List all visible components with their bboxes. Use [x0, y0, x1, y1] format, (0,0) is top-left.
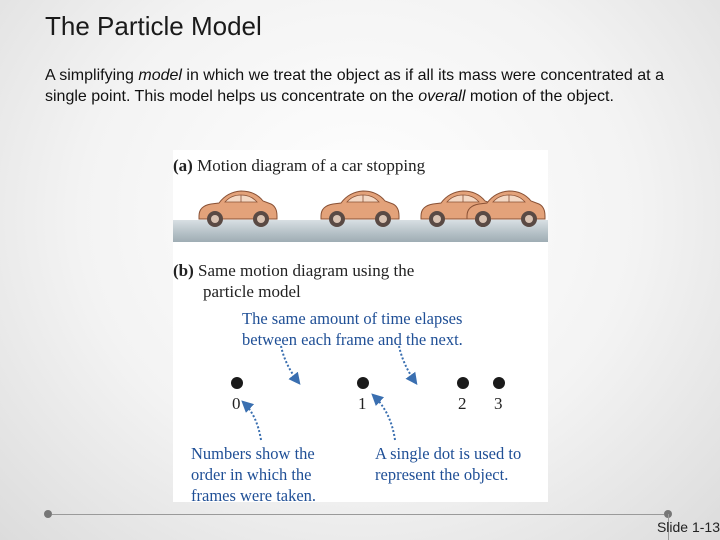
arrow-numbers	[243, 402, 261, 440]
caption-b-label: (b)	[173, 261, 194, 280]
arrow-time-elapse-1	[281, 346, 299, 383]
caption-b	[173, 260, 414, 302]
arrow-single-dot	[373, 395, 395, 440]
footer-divider	[52, 514, 664, 515]
body-emphasis-overall: overall	[418, 87, 466, 105]
body-text-3: motion of the object.	[465, 87, 614, 105]
annotation-single-dot	[375, 443, 521, 485]
annotation-numbers-line1: Numbers show the	[191, 444, 315, 463]
particle-dot-1	[357, 377, 369, 389]
frame-number-1: 1	[358, 394, 367, 413]
annotation-time-line2: between each frame and the next.	[242, 330, 463, 349]
particle-dot-2	[457, 377, 469, 389]
car-frame-1	[321, 191, 399, 227]
motion-diagram-figure	[173, 150, 548, 505]
frame-number-0: 0	[232, 394, 241, 413]
arrow-time-elapse-2	[399, 346, 416, 383]
frame-number-2: 2	[458, 394, 467, 413]
slide-number: Slide 1-13	[656, 519, 720, 535]
annotation-numbers-line3: frames were taken.	[191, 486, 317, 505]
car-frame-0	[199, 191, 277, 227]
footer-bullet-left	[44, 510, 52, 518]
caption-a-text: Motion diagram of a car stopping	[197, 156, 426, 175]
body-text-2: in which we treat the object as if all its mass were concentrated at a single point. This model helps us concentrate on the	[45, 67, 664, 105]
body-emphasis-model: model	[138, 67, 182, 84]
annotation-dot-line2: represent the object.	[375, 465, 509, 484]
annotation-numbers-line2: order in which the	[191, 465, 312, 484]
body-paragraph	[45, 66, 695, 107]
annotation-dot-line1: A single dot is used to	[375, 444, 522, 463]
caption-a-label: (a)	[173, 156, 193, 175]
annotation-time-elapse	[242, 308, 463, 350]
slide-title: The Particle Model	[45, 11, 262, 41]
annotation-time-line1: The same amount of time elapses	[242, 309, 463, 328]
caption-b-line1: Same motion diagram using the	[198, 261, 415, 280]
body-text-1: A simplifying	[45, 67, 139, 84]
caption-b-line2: particle model	[203, 282, 301, 301]
particle-dot-0	[231, 377, 243, 389]
frame-number-3: 3	[494, 394, 503, 413]
annotation-numbers	[191, 443, 316, 506]
particle-dot-3	[493, 377, 505, 389]
